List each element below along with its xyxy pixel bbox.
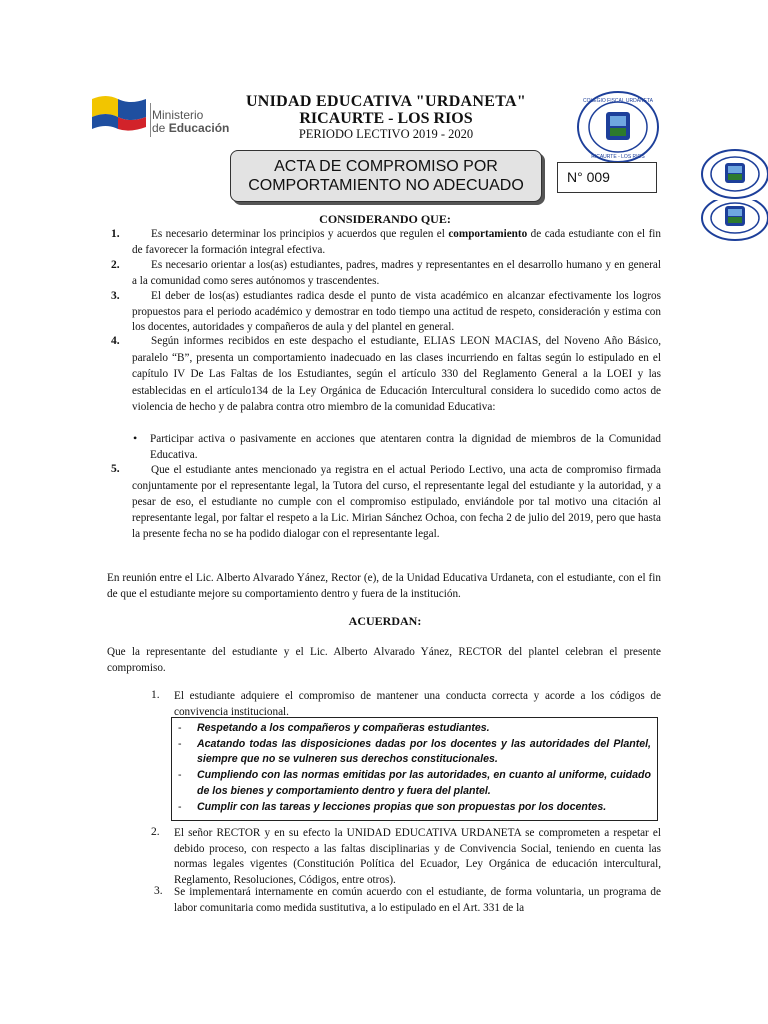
commitment-4: Cumplir con las tareas y lecciones propias que son propuestas por los docentes. bbox=[197, 800, 607, 813]
considerando-number-2: 2. bbox=[111, 259, 120, 271]
title-line1: ACTA DE COMPROMISO POR bbox=[274, 158, 498, 175]
dash-2: - bbox=[178, 737, 182, 750]
considerando-bullet: Participar activa o pasivamente en acciones que atentaren contra la dignidad de miembros de la Comunidad Educativa. bbox=[150, 433, 661, 461]
considerando-heading: CONSIDERANDO QUE: bbox=[319, 212, 451, 226]
acuerdo-number-2: 2. bbox=[151, 826, 160, 838]
acuerdo-item-2: El señor RECTOR y en su efecto la UNIDAD EDUCATIVA URDANETA se comprometen a respetar el debido proceso, con respecto a las faltas disciplinarias y de Convivencia Social, teniendo en cuenta las normas legales vigentes (Constitución Política del Ecuador, Ley Orgánica de educación intercultural, Reglamento, Resoluciones, Códigos, entre otros). bbox=[174, 827, 661, 886]
considerando-number-4: 4. bbox=[111, 335, 120, 347]
document-title bbox=[230, 150, 542, 202]
ministry-line1: Ministerio bbox=[152, 108, 204, 122]
acuerdo-item-1: El estudiante adquiere el compromiso de mantener una conducta correcta y acorde a los códigos de convivencia institucional. bbox=[174, 690, 661, 718]
commitments-box bbox=[171, 717, 658, 821]
school-seal-icon bbox=[576, 90, 660, 164]
acuerdo-item-3: Se implementará internamente en común acuerdo con el estudiante, de forma voluntaria, un programa de labor comunitaria como medida sustitutiva, a lo estipulado en el Art. 331 de la bbox=[174, 886, 661, 914]
school-period: PERIODO LECTIVO 2019 - 2020 bbox=[298, 127, 474, 141]
reunion-paragraph: En reunión entre el Lic. Alberto Alvarado Yánez, Rector (e), de la Unidad Educativa Urdaneta, con el estudiante, con el fin de que el estudiante mejore su comportamiento dentro y fuera de la institución. bbox=[107, 572, 661, 600]
title-line2: COMPORTAMIENTO NO ADECUADO bbox=[248, 177, 524, 194]
considerando-item-2: Es necesario orientar a los(as) estudiantes, padres, madres y representantes en el desarrollo humano y en general a la comunidad como seres autónomos y trascendentes. bbox=[132, 259, 661, 287]
considerando-item-1 bbox=[132, 227, 661, 258]
commitment-3: Cumpliendo con las normas emitidas por las autoridades, en cuanto al uniforme, cuidado de los bienes y comportamiento dentro y fuera del plantel. bbox=[197, 769, 651, 797]
acuerdan-intro: Que la representante del estudiante y el Lic. Alberto Alvarado Yánez, RECTOR del plantel celebran el presente compromiso. bbox=[107, 646, 661, 674]
acuerdo-number-3: 3. bbox=[154, 885, 163, 897]
seal-text-bottom: RICAURTE - LOS RIOS bbox=[591, 154, 645, 160]
school-seal-icon-3 bbox=[697, 200, 768, 242]
item-1-bold: comportamiento bbox=[448, 228, 528, 240]
dash-1: - bbox=[178, 722, 182, 734]
item-1-post: de cada estudiante con el fin de favorecer la formación integral efectiva. bbox=[132, 228, 661, 256]
seal-text-top: COLEGIO FISCAL URDANETA bbox=[582, 98, 654, 104]
dash-4: - bbox=[178, 800, 182, 813]
considerando-number-1: 1. bbox=[111, 228, 120, 240]
act-number: N° 009 bbox=[557, 162, 657, 193]
considerando-item-3: El deber de los(as) estudiantes radica desde el punto de vista académico en alcanzar efectivamente los logros propuestos para el periodo académico y demostrar en todo tiempo una actitud de respeto, consideración y estima con los docentes, autoridades y compañeros de aula y del plantel en general. bbox=[132, 290, 661, 333]
considerando-number-3: 3. bbox=[111, 290, 120, 302]
school-name: UNIDAD EDUCATIVA "URDANETA" bbox=[245, 93, 527, 110]
commitment-item bbox=[178, 721, 651, 737]
item-1-pre: Es necesario determinar los principios y acuerdos que regulen el bbox=[151, 228, 449, 240]
commitment-item bbox=[178, 800, 651, 816]
school-location: RICAURTE - LOS RIOS bbox=[299, 110, 473, 127]
flag-wave-icon bbox=[90, 93, 150, 137]
logo-divider bbox=[150, 103, 151, 137]
considerando-number-5: 5. bbox=[111, 463, 120, 475]
commitment-item bbox=[178, 737, 651, 768]
commitment-item bbox=[178, 768, 651, 799]
ministerio-logo bbox=[90, 93, 230, 143]
commitment-2: Acatando todas las disposiciones dadas por los docentes y las autoridades del Plantel, siempre que no se vulneren sus derechos constitucionales. bbox=[197, 737, 651, 766]
considerando-item-5: Que el estudiante antes mencionado ya registra en el actual Periodo Lectivo, una acta de compromiso firmada conjuntamente por el representante legal, la Tutora del curso, el representante legal del estudiante y la autoridad, y a pesar de eso, el estudiante no cumple con el compromiso estipulado, enviándole por tal motivo una citación al representante legal, por faltar el respeto a la Lic. Mirian Sánchez Ochoa, con fecha 2 de julio del 2019, pero que hasta la presente fecha no se ha podido dialogar con el representante legal. bbox=[132, 464, 661, 540]
acuerdan-heading: ACUERDAN: bbox=[348, 614, 422, 628]
dash-3: - bbox=[178, 769, 182, 782]
school-seal-icon-2 bbox=[697, 148, 768, 200]
considerando-item-4: Según informes recibidos en este despacho el estudiante, ELIAS LEON MACIAS, del Noveno Año Básico, paralelo “B”, presenta un comportamiento inadecuado en las clases incurriendo en faltas según lo estipulado en el capítulo IV De Las Faltas de los Estudiantes, según el artículo 330 del Reglamento General a la LOEI y las establecidas en el artículo134 de la Ley Orgánica de Educación Intercultural considera lo sucedido como actos de violencia de hecho y de palabra contra otro miembro de la comunidad Educativa: bbox=[132, 335, 661, 413]
commitment-1: Respetando a los compañeros y compañeras estudiantes. bbox=[197, 722, 490, 734]
ministry-name bbox=[152, 109, 229, 135]
ministry-line2-pre: de bbox=[152, 121, 169, 135]
ministry-line2-bold: Educación bbox=[168, 121, 230, 135]
acuerdo-number-1: 1. bbox=[151, 689, 160, 701]
bullet-icon: • bbox=[133, 431, 138, 445]
